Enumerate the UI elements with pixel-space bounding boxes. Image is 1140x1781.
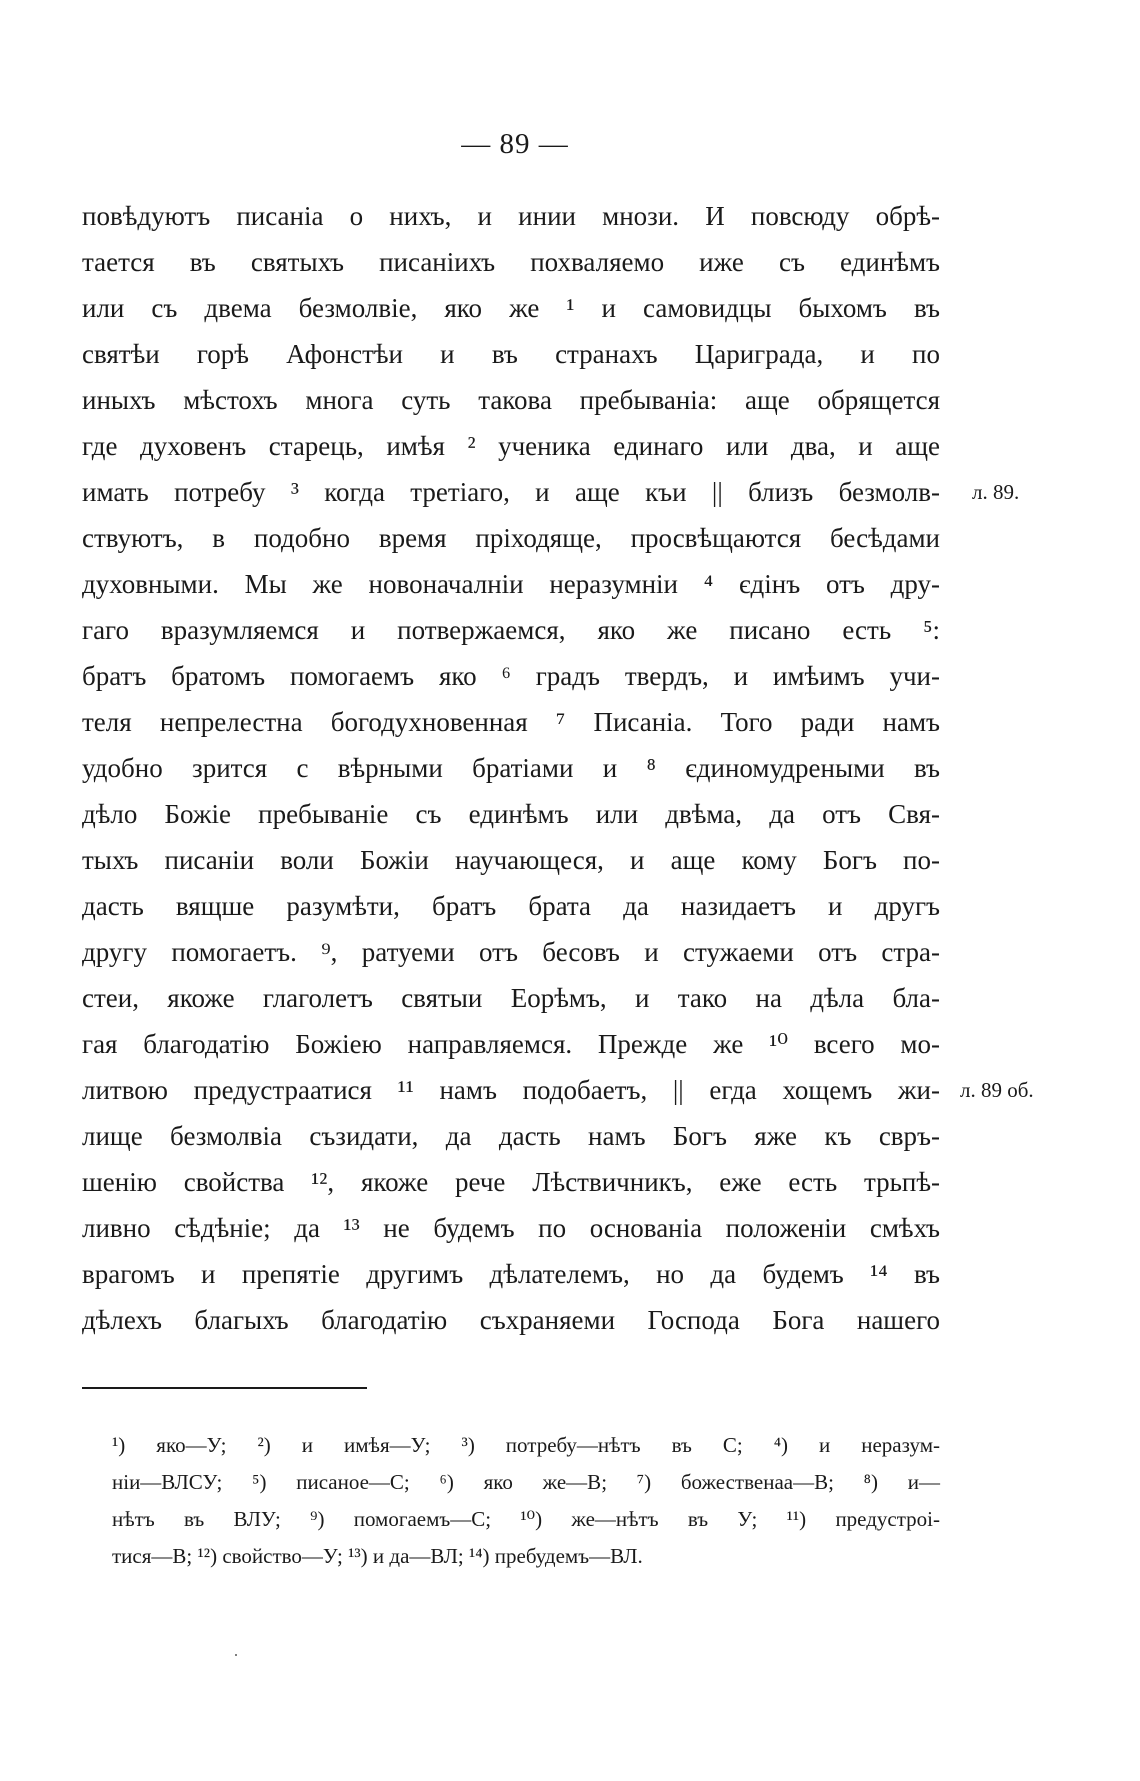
text-line: тается въ святыхъ писанiихъ похваляемо иже съ единѣмъ [82,247,940,277]
margin-note-folio-89-verso: л. 89 об. [960,1078,1034,1102]
text-line: иныхъ мѣстохъ многа суть такова пребываніа: аще обрящется [82,385,940,415]
text-line: дѣлехъ благыхъ благодатію съхраняеми Господа Бога нашего [82,1305,940,1335]
text-line: гаго вразумляемся и потвержаемся, яко же писано есть ⁵: [82,615,940,645]
text-line: гая благодатію Божіею направляемся. Прежде же ¹⁰ всего мо- [82,1029,940,1059]
text-line: шенію свойства ¹², якоже рече Лѣствичникъ, еже есть трьпѣ- [82,1167,940,1197]
text-line: литвою предустраатися ¹¹ намъ подобаетъ, || егда хощемъ жи- [82,1075,940,1105]
text-line: или съ двема безмолвіе, яко же ¹ и самовидцы быхомъ въ [82,293,940,323]
text-line: врагомъ и препятіе другимъ дѣлателемъ, но да будемъ ¹⁴ въ [82,1259,940,1289]
main-text [82,193,940,1343]
footnote-line: тися—В; ¹²) свойство—У; ¹³) и да—ВЛ; ¹⁴) пребудемъ—ВЛ. [112,1544,643,1568]
text-line: братъ братомъ помогаемъ яко ⁶ градъ твердъ, и имѣимъ учи- [82,661,940,691]
text-line: святѣи горѣ Афонстѣи и въ странахъ Цариграда, и по [82,339,940,369]
text-line: тыхъ писаніи воли Божіи научающеся, и аще кому Богъ по- [82,845,940,875]
footnote-line: нѣтъ въ ВЛУ; ⁹) помогаемъ—С; ¹⁰) же—нѣтъ въ У; ¹¹) предустроі- [112,1507,940,1531]
text-line: ствуютъ, в подобно время пріходяще, просвѣщаются бесѣдами [82,523,940,553]
footnotes [112,1427,940,1575]
text-line: духовными. Мы же новоначалніи неразумніи ⁴ єдінъ отъ дру- [82,569,940,599]
print-speck [235,1654,237,1656]
footnote-divider [82,1387,367,1389]
text-line: теля непрелестна богодухновенная ⁷ Писаніа. Того ради намъ [82,707,940,737]
text-line: где духовенъ старець, имѣя ² ученика единаго или два, и аще [82,431,940,461]
text-line: лище безмолвіа съзидати, да дасть намъ Богъ яже къ свръ- [82,1121,940,1151]
text-line: дасть вящше разумѣти, братъ брата да назидаетъ и другъ [82,891,940,921]
text-line: повѣдуютъ писаніа о нихъ, и инии мнози. И повсюду обрѣ- [82,201,940,231]
page-number: — 89 — [461,128,569,160]
footnote-line: ¹) яко—У; ²) и имѣя—У; ³) потребу—нѣтъ въ С; ⁴) и неразум- [112,1433,940,1457]
text-line: имать потребу ³ когда третіаго, и аще къи || близъ безмолв- [82,477,940,507]
text-line: дѣло Божіе пребываніе съ единѣмъ или двѣма, да отъ Свя- [82,799,940,829]
footnote-line: ніи—ВЛСУ; ⁵) писаное—С; ⁶) яко же—В; ⁷) божественаа—В; ⁸) и— [112,1470,940,1494]
text-line: удобно зрится с вѣрными братіами и ⁸ єдиномудреными въ [82,753,940,783]
text-line: ливно сѣдѣніе; да ¹³ не будемъ по основаніа положеніи смѣхъ [82,1213,940,1243]
text-line: другу помогаетъ. ⁹, ратуеми отъ бесовъ и стужаеми отъ стра- [82,937,940,967]
margin-note-folio-89: л. 89. [972,480,1020,504]
text-line: стеи, якоже глаголетъ святыи Еорѣмъ, и тако на дѣла бла- [82,983,940,1013]
